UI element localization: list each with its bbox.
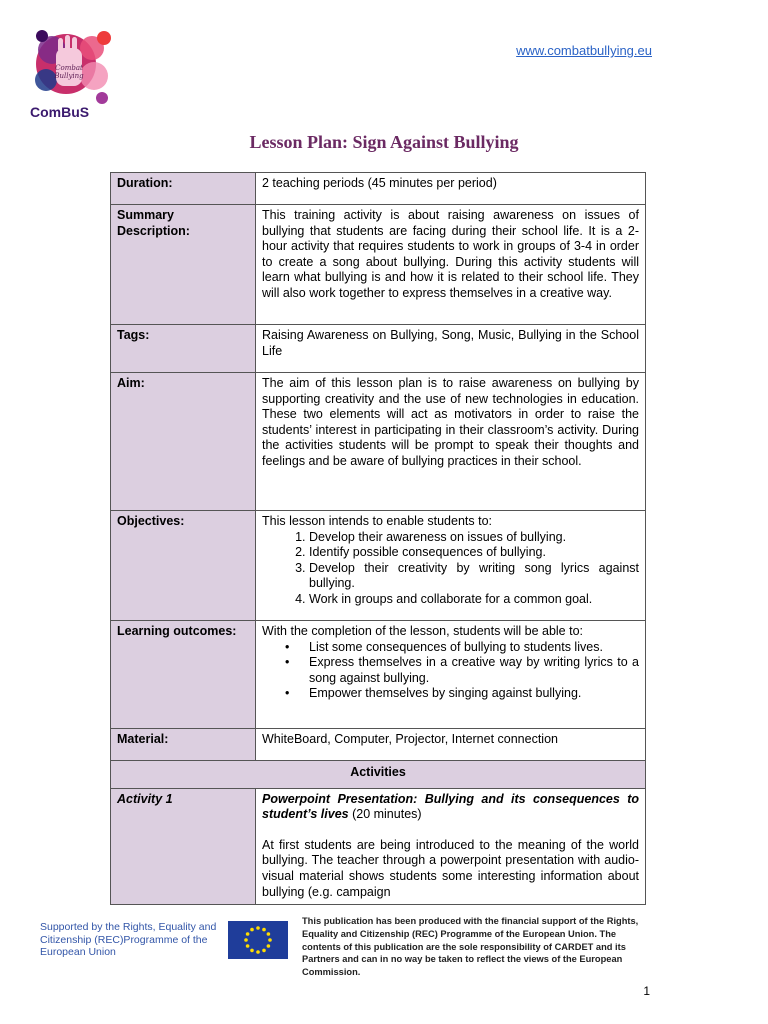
activity1-duration: (20 minutes) (348, 807, 422, 822)
table-row (111, 205, 646, 325)
list-item: • Empower themselves by singing against bullying. (309, 686, 639, 702)
objectives-label: Objectives: (111, 511, 256, 621)
table-row (111, 788, 646, 905)
website-link[interactable]: www.combatbullying.eu (516, 43, 652, 58)
logo-text: ComBuS (30, 104, 90, 120)
combus-logo (22, 18, 134, 122)
material-label: Material: (111, 729, 256, 761)
outcomes-intro: With the completion of the lesson, students will be able to: (262, 624, 584, 638)
outcomes-label: Learning outcomes: (111, 621, 256, 729)
list-item: 4. Work in groups and collaborate for a common goal. (309, 592, 639, 608)
svg-text:Bullying: Bullying (54, 72, 84, 80)
table-row (111, 325, 646, 373)
duration-label: Duration: (111, 173, 256, 205)
list-item: • Express themselves in a creative way by writing lyrics to a song against bullying. (309, 655, 639, 686)
disclaimer-text: This publication has been produced with the financial support of the Rights, Equality and Citizenship (REC) Programme of the European Union. The contents of this publication are the sole responsibility of CARDET and its Partners and can in no way be taken to reflect the views of the European Commission. (302, 916, 639, 978)
summary-label: Summary Description: (111, 205, 256, 325)
table-row (111, 729, 646, 761)
page-title: Lesson Plan: Sign Against Bullying (249, 132, 519, 152)
activity1-value (256, 788, 646, 905)
outcomes-value (256, 621, 646, 729)
activity1-title-bold: Powerpoint Presentation: Bullying and its consequences to student’s lives (262, 791, 639, 822)
duration-value: 2 teaching periods (45 minutes per period) (256, 173, 646, 205)
aim-value: The aim of this lesson plan is to raise awareness on bullying by supporting creativity and the use of new technologies in education. These two elements will act as motivators in order to raise the students’ interest in participating in their classroom’s activity. During the activities students will be prompt to speak their thoughts and feelings and be aware of bullying practices in their school. (256, 373, 646, 511)
list-item: 2. Identify possible consequences of bullying. (309, 545, 639, 561)
lesson-plan-table (110, 172, 646, 905)
list-item: 1. Develop their awareness on issues of bullying. (309, 530, 639, 546)
eu-flag-icon (228, 921, 288, 959)
activities-heading: Activities (111, 761, 646, 789)
list-item: • List some consequences of bullying to students lives. (309, 640, 639, 656)
list-item: 3. Develop their creativity by writing song lyrics against bullying. (309, 561, 639, 592)
activity1-label: Activity 1 (111, 788, 256, 905)
aim-label: Aim: (111, 373, 256, 511)
table-row (111, 621, 646, 729)
page-number: 1 (643, 984, 650, 998)
objectives-value (256, 511, 646, 621)
table-row (111, 761, 646, 789)
svg-text:Combat: Combat (55, 64, 83, 72)
material-value: WhiteBoard, Computer, Projector, Internet connection (256, 729, 646, 761)
tags-label: Tags: (111, 325, 256, 373)
outcomes-list (262, 640, 639, 702)
activity1-text: At first students are being introduced to the meaning of the world bullying. The teacher through a powerpoint presentation with audio-visual material shows students some interesting information about bullying (e.g. campaign (262, 837, 639, 899)
activity1-title (262, 792, 639, 823)
objectives-list (262, 530, 639, 608)
table-row (111, 173, 646, 205)
tags-value: Raising Awareness on Bullying, Song, Music, Bullying in the School Life (256, 325, 646, 373)
objectives-intro: This lesson intends to enable students to: (262, 514, 493, 528)
summary-value: This training activity is about raising awareness on issues of bullying that students are facing during their school life. It is a 2-hour activity that requires students to work in groups of 3-4 in order to create a song about bullying. During this activity students will learn what bullying is and how it is related to their school life. They will also work together to express themselves in a creative way. (256, 205, 646, 325)
support-text: Supported by the Rights, Equality and Citizenship (REC)Programme of the European Union (40, 921, 217, 958)
table-row (111, 511, 646, 621)
table-row (111, 373, 646, 511)
